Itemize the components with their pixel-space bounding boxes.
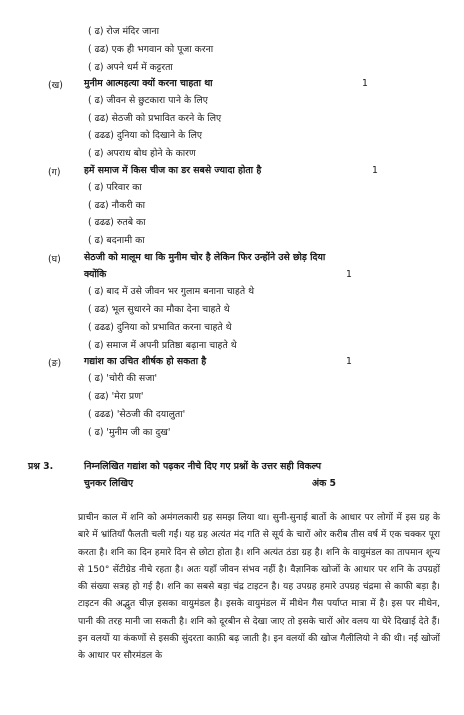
passage-text: प्राचीन काल में शनि को अमंगलकारी ग्रह समझ लिया था। सुनी-सुनाई बातों के आधार पर लोगों में इस ग्रह के बारे में भ्रांतियाँ फैलती चली गईं। यह ग्रह अत्यंत मंद गति से सूर्य के चारों ओर करीब तीस वर्ष में एक चक्कर पूरा करता है। शनि का दिन हमारे दिन से छोटा होता है। शनि अत्यंत ठंडा ग्रह है। शनि के वायुमंडल का तापमान शून्य से 150° सेंटीग्रेड नीचे रहता है। अतः यहाँ जीवन संभव नहीं है। वैज्ञानिक खोजों के आधार पर शनि के उपग्रहों की संख्या सत्रह हो गई है। शनि का सबसे बड़ा चंद्र टाइटन है। यह उपग्रह हमारे उपग्रह चंद्रमा से काफी बड़ा है। टाइटन की अद्भुत चीज़ इसका वायुमंडल है। इसके वायुमंडल में मीथेन गैस पर्याप्त मात्रा में है। इस पर मीथेन, पानी की तरह मानी जा सकती है। शनि को दूरबीन से देखा जाए तो इसके चारों ओर वलय या घेरे दिखाई देते हैं। इन वलयों या कंकणों से इसकी सुंदरता काफ़ी बढ़ जाती है। इन वलयों की खोज गैलीलियो ने की थी। नई खोजों के आधार पर सौरमंडल के [78, 513, 440, 662]
option-text: ( ढ) समाज में अपनी प्रतिष्ठा बढ़ाना चाहते थे [88, 340, 237, 351]
question-text: गद्यांश का उचित शीर्षक हो सकता है [84, 356, 207, 367]
section-label: प्रश्न 3. [28, 461, 54, 472]
option-text: ( ढढढ) दुनिया को प्रभावित करना चाहते थे [88, 322, 232, 333]
question-number: (ङ) [48, 358, 62, 369]
option-text: ( ढ) रोज मंदिर जाना [88, 26, 159, 37]
option-text: ( ढढढ) रुतबे का [88, 217, 146, 228]
option-text: ( ढढ) 'मेरा प्रण' [88, 391, 144, 402]
section-marks: अंक 5 [312, 478, 336, 489]
option-text: ( ढ) बाद में उसे जीवन भर गुलाम बनाना चाहते थे [88, 286, 255, 297]
question-number: (ख) [48, 80, 63, 91]
option-text: ( ढ) बदनामी का [88, 235, 145, 246]
question-number: (घ) [48, 254, 61, 265]
option-text: ( ढ) 'चोरी की सजा' [88, 373, 158, 384]
question-text-continued: क्योंकि [84, 269, 107, 280]
option-text: ( ढ) 'मुनीम जी का दुख' [88, 427, 171, 438]
option-text: ( ढढढ) 'सेठजी की दयालुता' [88, 409, 186, 420]
question-text: सेठजी को मालूम था कि मुनीम चोर है लेकिन फिर उन्होंने उसे छोड़ दिया [84, 252, 326, 263]
option-text: ( ढ) अपराध बोध होने के कारण [88, 148, 196, 159]
option-text: ( ढ) परिवार का [88, 182, 142, 193]
option-text: ( ढढ) सेठजी को प्रभावित करने के लिए [88, 113, 222, 124]
option-text: ( ढढ) भूल सुधारने का मौका देना चाहते थे [88, 304, 230, 315]
option-text: ( ढढ) नौकरी का [88, 200, 146, 211]
question-mark: 1 [346, 356, 352, 367]
question-mark: 1 [346, 269, 352, 280]
section-instruction: निम्नलिखित गद्यांश को पढ़कर नीचे दिए गए प्रश्नों के उत्तर सही विकल्प [84, 461, 321, 472]
section-instruction-continued: चुनकर लिखिए [84, 478, 134, 489]
question-number: (ग) [48, 167, 61, 178]
option-text: ( ढ) अपने धर्म में कट्टरता [88, 62, 173, 73]
question-text: हमें समाज में किस चीज का डर सबसे ज्यादा होता है [84, 165, 262, 176]
option-text: ( ढढ) एक ही भगवान को पूजा करना [88, 44, 214, 55]
option-text: ( ढ) जीवन से छुटकारा पाने के लिए [88, 95, 208, 106]
question-mark: 1 [362, 78, 368, 89]
option-text: ( ढढढ) दुनिया को दिखाने के लिए [88, 130, 203, 141]
question-mark: 1 [372, 165, 378, 176]
question-text: मुनीम आत्महत्या क्यों करना चाहता था [84, 78, 213, 89]
